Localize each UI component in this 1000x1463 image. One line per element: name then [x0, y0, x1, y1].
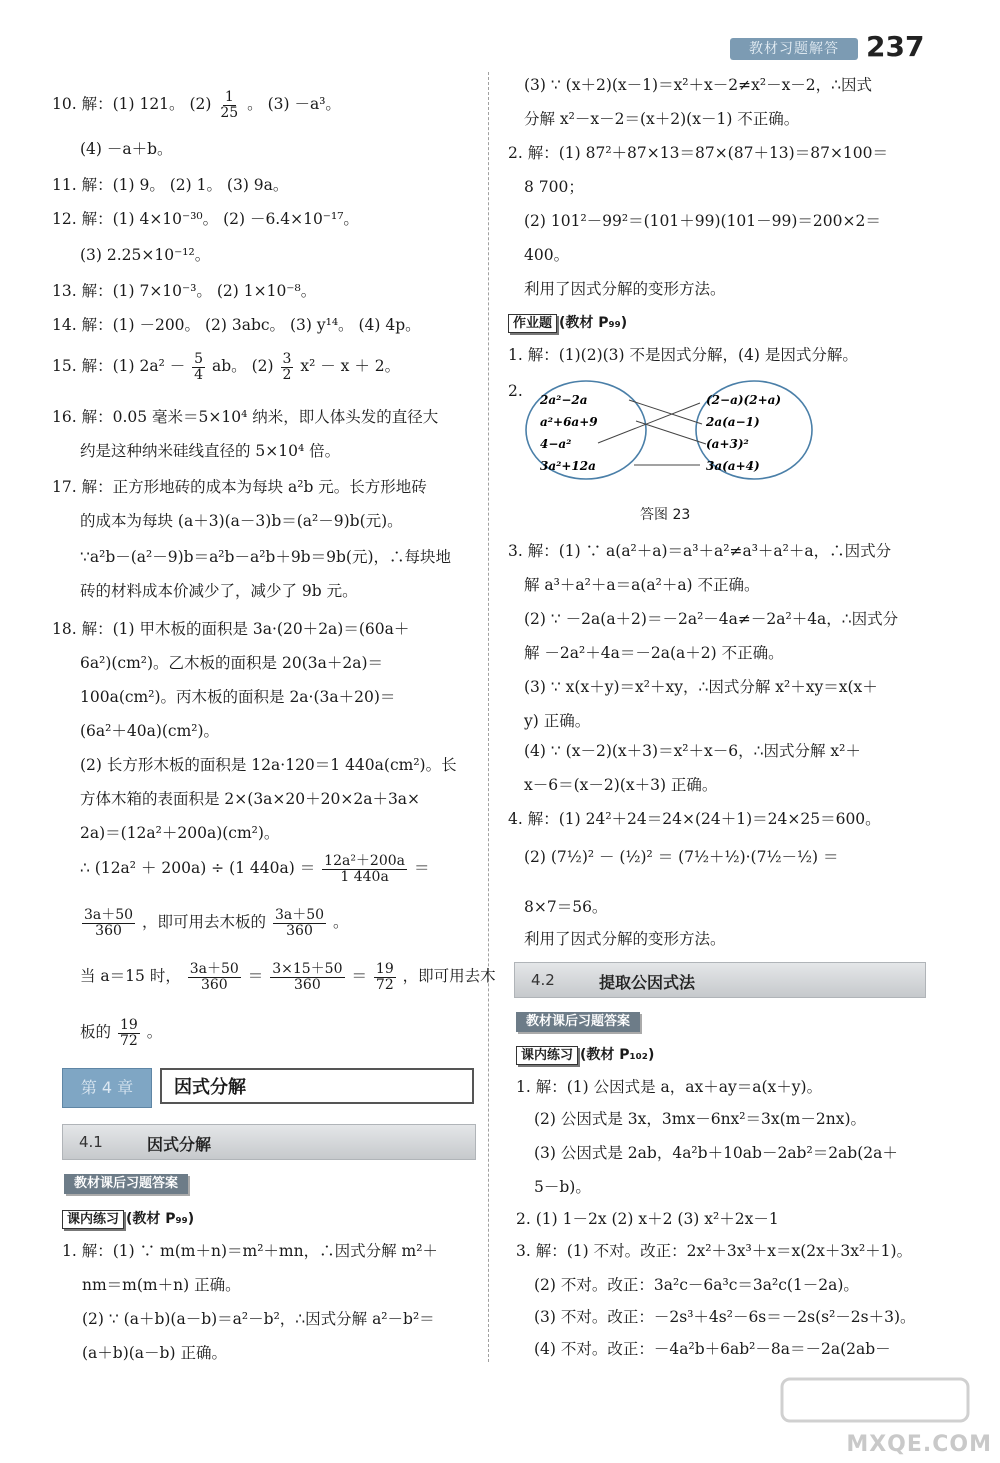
- answer-18-line1: 18. 解：(1) 甲木板的面积是 3a·(20＋2a)＝(60a＋: [52, 620, 410, 638]
- column-divider: [488, 72, 489, 1362]
- answer-10: 10. 解：(1) 121。 (2) $\frac{1}{25}$ 。 (3) －a³。: [52, 89, 341, 121]
- diagram-right-label: (a+3)²: [706, 437, 749, 451]
- diagram-left-label: a²+6a+9: [540, 415, 598, 429]
- answer-12: 12. 解：(1) 4×10⁻³⁰。 (2) －6.4×10⁻¹⁷。: [52, 210, 359, 228]
- r-line-11: 解 a³＋a²＋a＝a(a²＋a) 不正确。: [524, 576, 760, 594]
- answer-18-line8: ∴ (12a² ＋ 200a) ÷ (1 440a) ＝ $\frac{\text{12a²＋200a}}{1 440a}$ ＝: [80, 853, 430, 885]
- r-line-19: (2) (7½)² － (½)² ＝ (7½＋½)·(7½－½) ＝: [524, 848, 839, 866]
- answer-10-4: (4) －a＋b。: [80, 140, 173, 158]
- answer-17-line1: 17. 解：正方形地砖的成本为每块 a²b 元。长方形地砖: [52, 478, 427, 496]
- section-4-1-bar: [62, 1124, 476, 1160]
- diagram-right-label: (2−a)(2+a): [706, 393, 782, 407]
- answers-tag: 教材课后习题答案: [516, 1012, 640, 1032]
- watermark-logo: [780, 1375, 970, 1429]
- diagram-left-label: 2a²−2a: [540, 393, 588, 407]
- r-line-17: x－6＝(x－2)(x＋3) 正确。: [524, 776, 718, 794]
- r-line-1: (3) ∵ (x＋2)(x－1)＝x²＋x－2≠x²－x－2，∴因式: [524, 76, 873, 94]
- answer-16-line1: 16. 解：0.05 毫米＝5×10⁴ 纳米，即人体头发的直径大: [52, 408, 439, 426]
- answers-tag: 教材课后习题答案: [64, 1174, 188, 1194]
- answer-11: 11. 解：(1) 9。 (2) 1。 (3) 9a。: [52, 176, 289, 194]
- r-line-30: (4) 不对。改正：－4a²b＋6ab²－8a＝－2a(2ab－: [534, 1340, 891, 1358]
- r-line-18: 4. 解：(1) 24²＋24＝24×(24＋1)＝24×25＝600。: [508, 810, 881, 828]
- diagram-left-label: 4−a²: [540, 437, 572, 451]
- r-line-10: 3. 解：(1) ∵ a(a²＋a)＝a³＋a²≠a³＋a²＋a，∴因式分: [508, 542, 892, 560]
- r-line-23: (2) 公因式是 3x，3mx－6nx²＝3x(m－2nx)。: [534, 1110, 866, 1128]
- watermark: MXQE.COM: [846, 1432, 992, 1457]
- answer-17-line3: ∵a²b－(a²－9)b＝a²b－a²b＋9b＝9b(元)，∴每块地: [80, 548, 451, 566]
- answer-18-line4: (6a²＋40a)(cm²)。: [80, 722, 220, 740]
- r-line-28: (2) 不对。改正：3a²c－6a³c＝3a²c(1－2a)。: [534, 1276, 859, 1294]
- answer-18-line5: (2) 长方形木板的面积是 12a·120＝1 440a(cm²)。长: [80, 756, 457, 774]
- answer-18-line6: 方体木箱的表面积是 2×(3a×20＋20×2a＋3a×: [80, 790, 421, 808]
- r-line-7: 利用了因式分解的变形方法。: [524, 280, 726, 298]
- answer-18-line7: 2a)＝(12a²＋200a)(cm²)。: [80, 824, 280, 842]
- chapter-title: 因式分解: [160, 1068, 474, 1104]
- r-line-22: 1. 解：(1) 公因式是 a，ax＋ay＝a(x＋y)。: [516, 1078, 823, 1096]
- diagram-right-label: 2a(a−1): [706, 415, 760, 429]
- exercise-1-line4: (a＋b)(a－b) 正确。: [82, 1344, 227, 1362]
- r-line-24: (3) 公因式是 2ab，4a²b＋10ab－2ab²＝2ab(2a＋: [534, 1144, 898, 1162]
- r-line-21: 利用了因式分解的变形方法。: [524, 930, 726, 948]
- exercise-heading: 课内练习 (教材 P₉₉): [62, 1210, 194, 1229]
- r-line-26: 2. (1) 1－2x (2) x＋2 (3) x²＋2x－1: [516, 1210, 779, 1228]
- r-line-13: 解 －2a²＋4a＝－2a(a＋2) 不正确。: [524, 644, 784, 662]
- r-line-8: 1. 解：(1)(2)(3) 不是因式分解，(4) 是因式分解。: [508, 346, 858, 364]
- answer-16-line2: 约是这种纳米硅线直径的 5×10⁴ 倍。: [80, 442, 341, 460]
- r-line-4: 8 700；: [524, 178, 584, 196]
- diagram-right-label: 3a(a+4): [706, 459, 760, 473]
- exercise-1-line3: (2) ∵ (a＋b)(a－b)＝a²－b²，∴因式分解 a²－b²＝: [82, 1310, 435, 1328]
- answer-18-line2: 6a²)(cm²)。乙木板的面积是 20(3a＋2a)＝: [80, 654, 383, 672]
- r-line-2: 分解 x²－x－2＝(x＋2)(x－1) 不正确。: [524, 110, 800, 128]
- answer-18-line9: $\frac{3a+50}{360}$ ，即可用去木板的 $\frac{3a+50}{360}$ 。: [84, 907, 349, 939]
- answer-18-line11: 板的 $\frac{19}{72}$ 。: [80, 1017, 163, 1049]
- section-4-2-bar: [514, 962, 926, 998]
- link-1: [629, 400, 702, 424]
- page-number: 237: [866, 30, 925, 63]
- section-number: 4.1: [79, 1133, 103, 1151]
- matching-diagram: [524, 378, 814, 482]
- r-line-27: 3. 解：(1) 不对。改正：2x²＋3x³＋x＝x(2x＋3x²＋1)。: [516, 1242, 913, 1260]
- answer-14: 14. 解：(1) －200。 (2) 3abc。 (3) y¹⁴。 (4) 4p。: [52, 316, 421, 334]
- r-line-3: 2. 解：(1) 87²＋87×13＝87×(87＋13)＝87×100＝: [508, 144, 889, 162]
- section-number: 4.2: [531, 971, 555, 989]
- diagram-left-label: 3a²+12a: [540, 459, 596, 473]
- answer-18-line3: 100a(cm²)。丙木板的面积是 2a·(3a＋20)＝: [80, 688, 396, 706]
- r-line-5: (2) 101²－99²＝(101＋99)(101－99)＝200×2＝: [524, 212, 881, 230]
- r-line-12: (2) ∵ －2a(a＋2)＝－2a²－4a≠－2a²＋4a，∴因式分: [524, 610, 899, 628]
- answer-13: 13. 解：(1) 7×10⁻³。 (2) 1×10⁻⁸。: [52, 282, 317, 300]
- section-title: 提取公因式法: [599, 973, 696, 992]
- r-line-14: (3) ∵ x(x＋y)＝x²＋xy，∴因式分解 x²＋xy＝x(x＋: [524, 678, 878, 696]
- r-line-20: 8×7＝56。: [524, 898, 608, 916]
- r-line-16: (4) ∵ (x－2)(x＋3)＝x²＋x－6，∴因式分解 x²＋: [524, 742, 861, 760]
- r-line-9: 2.: [508, 382, 523, 400]
- answer-17-line2: 的成本为每块 (a＋3)(a－3)b＝(a²－9)b(元)。: [80, 512, 403, 530]
- chapter-number-box: 第 4 章: [62, 1068, 152, 1108]
- exercise-1-line2: nm＝m(m＋n) 正确。: [82, 1276, 241, 1294]
- exercise-1-line1: 1. 解：(1) ∵ m(m＋n)＝m²＋mn，∴因式分解 m²＋: [62, 1242, 438, 1260]
- answer-18-line10: 当 a＝15 时， $\frac{3a+50}{360}$ ＝ $\frac{3\times 15+50}{360}$ ＝ $\frac{19}{72}$ ，即可用去木: [80, 961, 496, 993]
- header-tab: 教材习题解答: [730, 38, 858, 60]
- answer-12-3: (3) 2.25×10⁻¹²。: [80, 246, 211, 264]
- r-line-15: y) 正确。: [524, 712, 591, 730]
- r-line-25: 5－b)。: [534, 1178, 591, 1196]
- answer-15: 15. 解：(1) 2a² － $\frac{5}{4}$ ab。 (2) $\frac{3}{2}$ x² － x ＋ 2。: [52, 351, 401, 383]
- r-line-29: (3) 不对。改正：－2s³＋4s²－6s＝－2s(s²－2s＋3)。: [534, 1308, 916, 1326]
- figure-caption: 答图 23: [640, 507, 691, 523]
- answer-17-line4: 砖的材料成本价减少了，减少了 9b 元。: [80, 582, 358, 600]
- r-line-6: 400。: [524, 246, 570, 264]
- section-title: 因式分解: [147, 1135, 212, 1154]
- exercise-heading: 课内练习 (教材 P₁₀₂): [516, 1046, 654, 1065]
- homework-heading: 作业题 (教材 P₉₉): [508, 314, 627, 333]
